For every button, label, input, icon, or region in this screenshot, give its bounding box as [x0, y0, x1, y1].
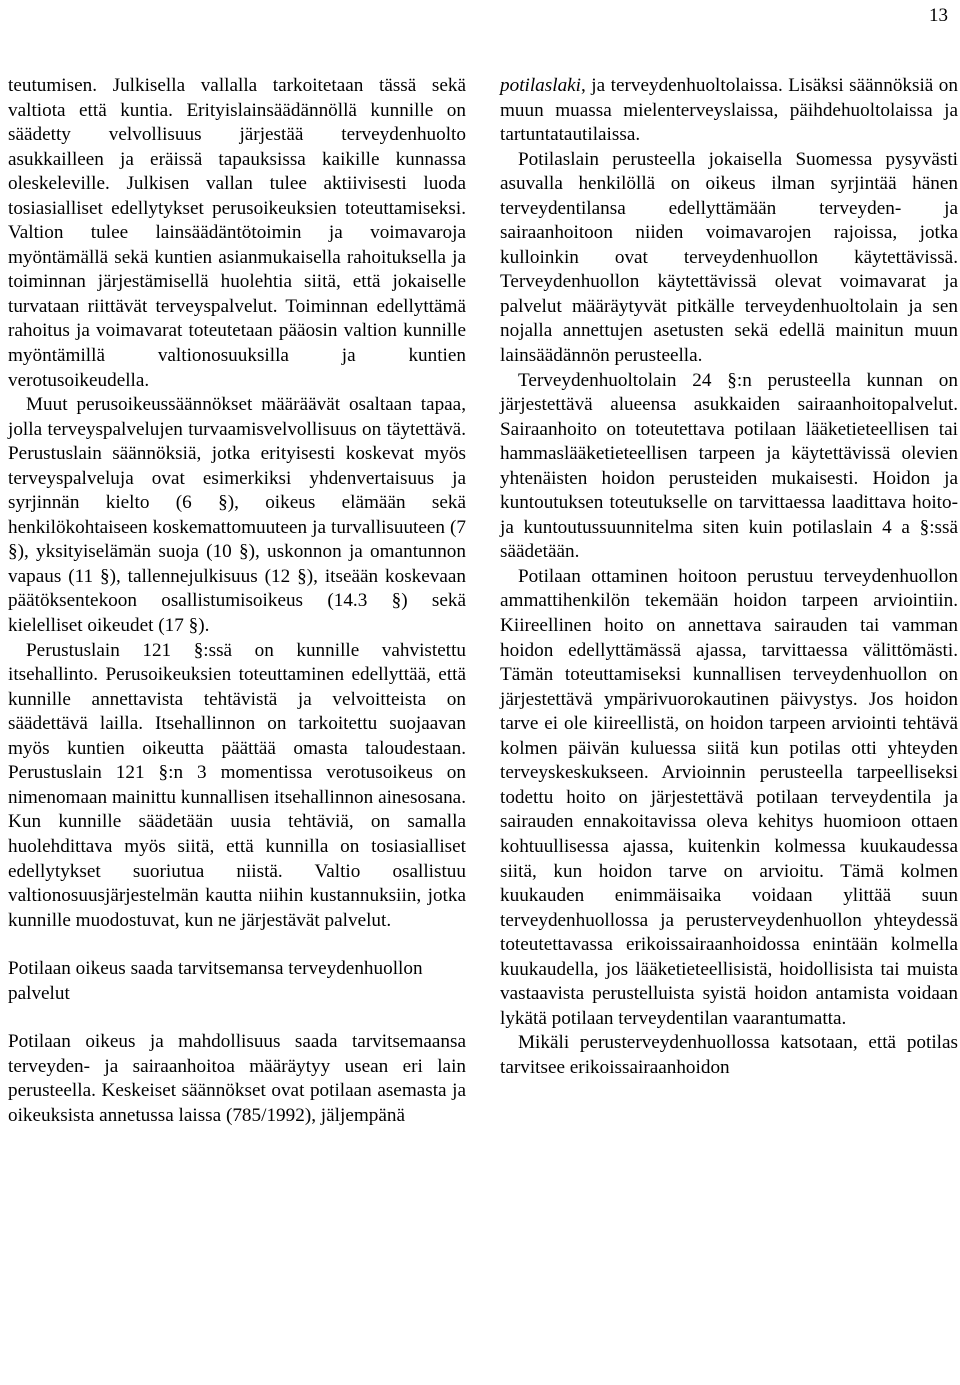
paragraph: Muut perusoikeussäännökset määräävät osaltaan tapaa, jolla terveyspalvelujen turvaamisvelvollisuus on täytettävä. Perustuslain säännöksiä, jotka erityisesti koskevat myös terveyspalveluja ovat esimerkiksi yhdenvertaisuus ja syrjinnän kielto (6 §), oikeus elämään sekä henkilökohtaiseen koskemattomuuteen ja turvallisuuteen (7 §), yksityiselämän suoja (10 §), uskonnon ja omantunnon vapaus (11 §), tallennejulkisuus (12 §), itseään koskevaan päätöksentekoon osallistumisoikeus (14.3 §) sekä kielelliset oikeudet (17 §).: [8, 394, 466, 637]
paragraph: Potilaslain perusteella jokaisella Suomessa pysyvästi asuvalla henkilöllä on oikeus ilman syrjintää hänen terveydentilansa edellyttämään terveyden- ja sairaanhoitoon niiden voimavarojen rajoissa, jotka kulloinkin ovat terveydenhuollon käytettävissä. Terveydenhuollon käytettävissä olevat voimavarat ja palvelut määräytyvät pitkälle terveydenhuoltolain ja sen nojalla annettujen asetusten sekä edellä mainitun muun lainsäädännön perusteella.: [500, 148, 958, 367]
paragraph: Perustuslain 121 §:ssä on kunnille vahvistettu itsehallinto. Perusoikeuksien toteuttaminen edellyttää, että kunnille annettavista tehtävistä ja velvoitteista on säädettävä lailla. Itsehallinnon on tarkoitettu suojaavan myös kuntien oikeutta päättää omasta taloudestaan. Perustuslain 121 §:n 3 momentissa verotusoikeus on nimenomaan mainittu kunnallisen itsehallinnon ainesosana. Kun kunnille säädetään uusia tehtäviä, on samalla huolehdittava myös siitä, että kunnilla on tosiasialliset edellytykset suoriutua niistä. Valtio osallistuu valtionosuusjärjestelmän kautta niihin kustannuksiin, jotka kunnille muodostuvat, kun ne järjestävät palvelut.: [8, 639, 466, 931]
italic-term: potilaslaki: [500, 75, 582, 96]
section-heading: Potilaan oikeus saada tarvitsemansa terveydenhuollon palvelut: [8, 958, 423, 1004]
paragraph: teutumisen. Julkisella vallalla tarkoitetaan tässä sekä valtiota että kuntia. Erityislainsäädännöllä kunnille on säädetty velvollisuus järjestää terveydenhuolto asukkailleen ja eräissä tapauksissa kaikille kunnassa oleskeleville. Julkisen vallan tulee aktiivisesti luoda tosiasialliset edellytykset perusoikeuksien toteuttamiseksi. Valtion tulee lainsäädäntötoimin ja voimavaroja myöntämällä sekä kuntien asianmukaisella rahoituksella ja toiminnan järjestämisellä huolehtia siitä, että jokaiselle turvataan riittävät terveyspalvelut. Toiminnan edellyttämä rahoitus ja voimavarat toteutetaan pääosin valtion kunnille myöntämillä valtionosuuksilla ja kuntien verotusoikeudella.: [8, 75, 466, 391]
paragraph: Terveydenhuoltolain 24 §:n perusteella kunnan on järjestettävä alueensa asukkaiden sairaanhoitopalvelut. Sairaanhoito on toteutettava potilaan lääketieteellisen tai hammaslääketieteellisen tarpeen ja käytettävissä olevien yhtenäisten hoidon perusteiden mukaisesti. Hoidon ja kuntoutuksen toteutukselle on tarvittaessa laadittava hoito- ja kuntoutussuunnitelma siten kuin potilaslain 4 a §:ssä säädetään.: [500, 369, 958, 563]
text-run: , ja terveydenhuoltolaissa. Lisäksi säännöksiä on muun muassa mielenterveyslaissa, päihdehuoltolaissa ja tartuntatautilaissa.: [500, 75, 958, 146]
paragraph: [500, 74, 958, 148]
paragraph: Mikäli perusterveydenhuollossa katsotaan, että potilas tarvitsee erikoissairaanhoidon: [500, 1032, 958, 1078]
left-column: [8, 74, 466, 1128]
paragraph: Potilaan oikeus ja mahdollisuus saada tarvitsemaansa terveyden- ja sairaanhoitoa määräytyy usean eri lain perusteella. Keskeiset säännökset ovat potilaan asemasta ja oikeuksista annetussa laissa (785/1992), jäljempänä: [8, 1031, 466, 1126]
paragraph: Potilaan ottaminen hoitoon perustuu terveydenhuollon ammattihenkilön tekemään hoidon tarpeen arviointiin. Kiireellinen hoito on annettava sairauden tai vamman hoidon edellyttämässä ajassa, tarvittaessa välittömästi. Tämän toteuttamiseksi kunnallisen terveydenhuollon on järjestettävä ympärivuorokautinen päivystys. Jos hoidon tarve ei ole kiireellistä, on hoidon tarpeen arviointi tehtävä kolmen päivän kuluessa siitä kun potilas otti yhteyden terveyskeskukseen. Arvioinnin perusteella tarpeelliseksi todettu hoito on järjestettävä potilaan terveydentila ja sairauden ennakoitavissa oleva kehitys huomioon ottaen kohtuullisessa ajassa, kuitenkin kolmessa kuukaudessa siitä, kun hoidon tarve on arvioitu. Tämä kolmen kuukauden enimmäisaika voidaan ylittää suun terveydenhuollossa ja perusterveydenhuollon yhteydessä toteutettavassa erikoissairaanhoidossa enintään kolmella kuukaudella, jos lääketieteellisistä, hoidollisista tai muista vastaavista perustelluista syistä hoidon antamista voidaan lykätä potilaan terveydentilan vaarantumatta.: [500, 565, 958, 1029]
page-number: 13: [929, 5, 948, 26]
right-column: [500, 74, 958, 1080]
